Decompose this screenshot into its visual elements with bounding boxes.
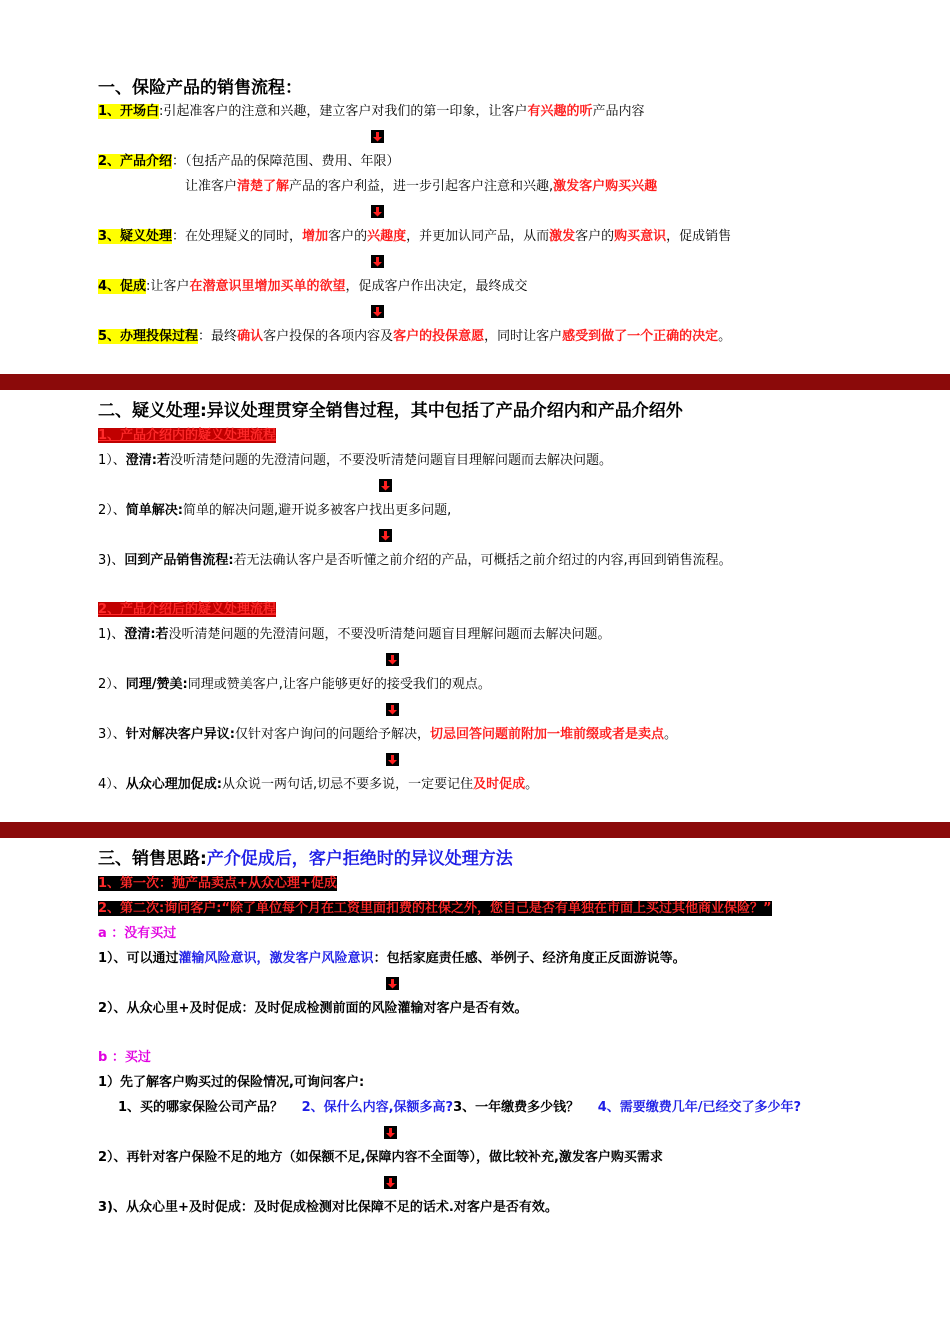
s2-b3: 3）、针对解决客户异议:仅针对客户询问的问题给予解决，切忌回答问题前附加一堆前缀或者是卖点。 [98,727,678,742]
s3-a2: 2）、从众心里+及时促成：及时促成检测前面的风险灌输对客户是否有效。 [98,1001,528,1016]
section3-title: 三、销售思路:产介促成后，客户拒绝时的异议处理方法 [98,849,513,869]
s1-step2-detail: 让准客户清楚了解产品的客户利益，进一步引起客户注意和兴趣,激发客户购买兴趣 [185,179,658,194]
s2-b1: 1)、澄清:若没听清楚问题的先澄清问题，不要没听清楚问题盲目理解问题而去解决问题。 [98,627,611,642]
s1-step1: 1、开场白:引起准客户的注意和兴趣，建立客户对我们的第一印象，让客户有兴趣的听产品内容 [98,104,645,119]
red-down-arrow-icon [384,1176,397,1189]
red-down-arrow-icon [386,703,399,716]
red-down-arrow-icon [386,753,399,766]
section-divider [0,374,950,390]
section-divider [0,822,950,838]
s3-b2: 2）、再针对客户保险不足的地方（如保额不足,保障内容不全面等），做比较补充,激发客户购买需求 [98,1150,663,1165]
s1-step4: 4、促成:让客户在潜意识里增加买单的欲望，促成客户作出决定，最终成交 [98,279,528,294]
s3-subheading-1: 1、第一次：抛产品卖点+从众心理+促成 [98,876,337,891]
red-down-arrow-icon [379,529,392,542]
s1-step3: 3、疑义处理：在处理疑义的同时，增加客户的兴趣度，并更加认同产品，从而激发客户的购买意识，促成销售 [98,229,732,244]
section2-title: 二、疑义处理:异议处理贯穿全销售过程，其中包括了产品介绍内和产品介绍外 [98,401,683,421]
s2-a2: 2）、简单解决:简单的解决问题,避开说多被客户找出更多问题, [98,503,452,518]
red-down-arrow-icon [379,479,392,492]
s3-b1-questions: 1、买的哪家保险公司产品？ 2、保什么内容,保额多高?3、一年缴费多少钱？ 4、需要缴费几年/已经交了多少年? [118,1100,802,1115]
s3-subheading-2: 2、第二次:询问客户:“除了单位每个月在工资里面扣费的社保之外，您自己是否有单独在市面上买过其他商业保险？” [98,901,772,916]
s1-step2: 2、产品介绍：（包括产品的保障范围、费用、年限） [98,154,400,169]
s3-a1: 1）、可以通过灌输风险意识，激发客户风险意识：包括家庭责任感、举例子、经济角度正反面游说等。 [98,951,686,966]
red-down-arrow-icon [386,977,399,990]
s3-b1: 1）先了解客户购买过的保险情况,可询问客户: [98,1075,365,1090]
s2-b2: 2）、同理/赞美:同理或赞美客户,让客户能够更好的接受我们的观点。 [98,677,491,692]
s2-subheading-2: 2、产品介绍后的疑义处理流程 [98,602,277,617]
red-down-arrow-icon [371,305,384,318]
s2-b4: 4）、从众心理加促成:从众说一两句话,切忌不要多说，一定要记住及时促成。 [98,777,539,792]
red-down-arrow-icon [371,130,384,143]
s3-b3: 3)、从众心里+及时促成：及时促成检测对比保障不足的话术.对客户是否有效。 [98,1200,558,1215]
red-down-arrow-icon [371,205,384,218]
s2-a3: 3)、回到产品销售流程:若无法确认客户是否听懂之前介绍的产品，可概括之前介绍过的内容,再回到销售流程。 [98,553,732,568]
s3-option-b-label: b ：买过 [98,1050,151,1065]
red-down-arrow-icon [384,1126,397,1139]
section1-title: 一、保险产品的销售流程： [98,78,302,98]
red-down-arrow-icon [371,255,384,268]
s3-option-a-label: a ：没有买过 [98,926,177,941]
s2-subheading-1: 1、产品介绍内的疑义处理流程 [98,428,277,443]
s2-a1: 1）、澄清:若没听清楚问题的先澄清问题，不要没听清楚问题盲目理解问题而去解决问题。 [98,453,612,468]
red-down-arrow-icon [386,653,399,666]
s1-step5: 5、办理投保过程：最终确认客户投保的各项内容及客户的投保意愿，同时让客户感受到做了一个正确的决定。 [98,329,732,344]
